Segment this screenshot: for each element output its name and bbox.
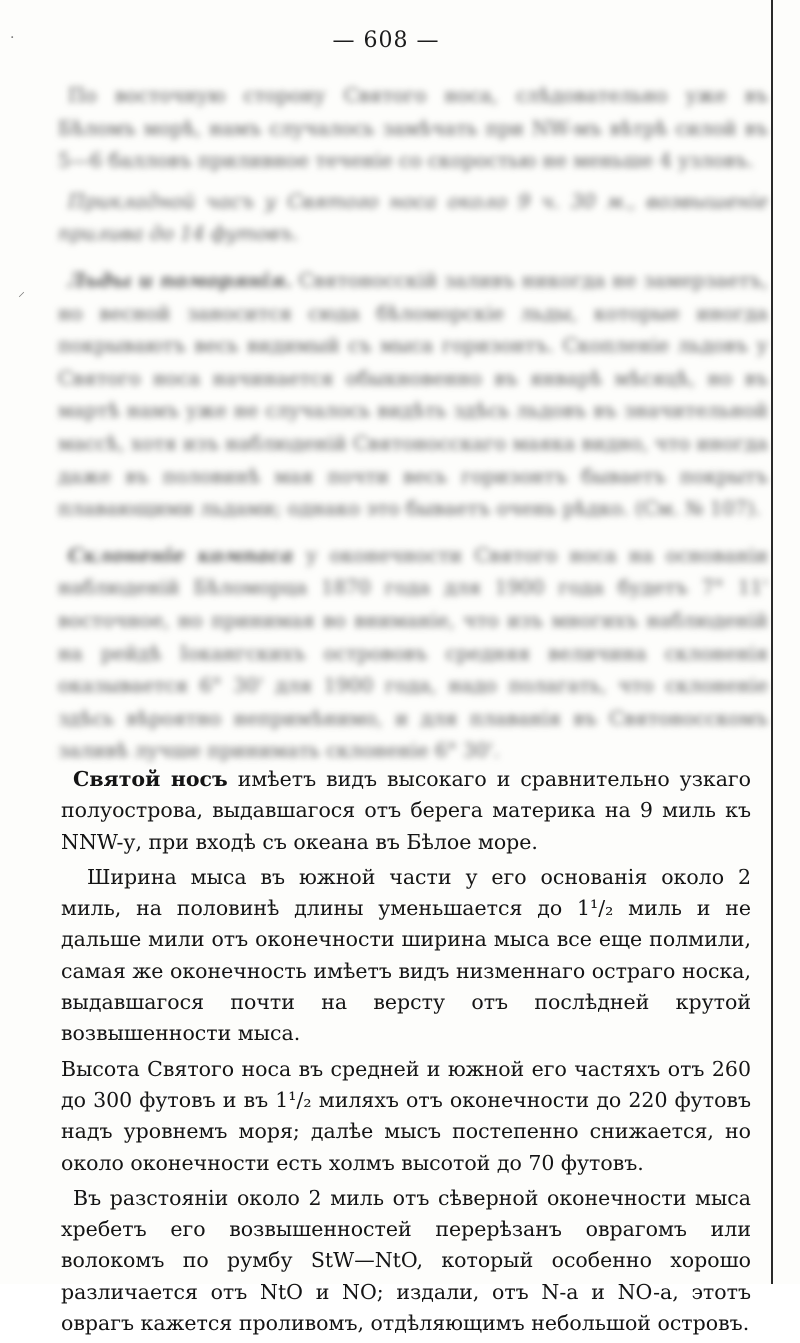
paragraph-body: у оконечности Святого носа на основаніи наблюденій Бѣломорца 1870 года для 1900 года будетъ 7° 11' восточное, но принимая во вниманіе, что изъ многихъ наблюденій на рейдѣ Іокангскихъ острововъ средняя величина склоненія оказывается 6° 30' для 1900 года, надо полагать, что склоненіе здѣсь вѣроятно непримѣнимо, и для плаванія въ Святоносскомъ заливѣ лучше принимать склоненіе 6° 30'.	[58, 543, 769, 763]
blurred-text-region	[58, 80, 768, 776]
section-heading: Льды и поморянія.	[68, 268, 292, 292]
paragraph	[58, 265, 768, 526]
page-edge-divider	[771, 0, 773, 1284]
scan-speck: ⸝	[18, 284, 25, 300]
paragraph: Прикладной часъ у Святого носа около 9 ч. 30 м., возвышеніе прилива до 14 футовъ.	[58, 189, 768, 246]
scan-speck: ·	[10, 30, 15, 46]
paragraph: По восточную сторону Святого носа, слѣдовательно уже въ Бѣломъ морѣ, намъ случалось замѣчать при NW-мъ вѣтрѣ силой въ 5—6 балловъ приливное теченіе со скоростью не меньше 4 узловъ.	[58, 84, 768, 173]
paragraph: Ширина мыса въ южной части у его основанія около 2 миль, на половинѣ длины уменьшается до 1¹/₂ миль и не дальше мили отъ оконечности ширина мыса все еще полмили, самая же оконечность имѣетъ видъ низменнаго остраго носка, выдавшагося почти на версту отъ послѣдней крутой возвышенности мыса.	[61, 864, 751, 1046]
section-heading: Склоненіе компаса	[68, 543, 294, 567]
cape-name-heading: Святой носъ	[73, 767, 228, 791]
paragraph: Высота Святого носа въ средней и южной его частяхъ отъ 260 до 300 футовъ и въ 1¹/₂ миляхъ отъ оконечности до 220 футовъ надъ уровнемъ моря; далѣе мысъ постепенно снижается, но около оконечности есть холмъ высотой до 70 футовъ.	[61, 1056, 751, 1175]
paragraph-body: Святоносскій заливъ никогда не замерзаетъ, но весной заносится сюда бѣломорскіе льды, которые иногда покрываютъ весь видимый съ мыса горизонтъ. Скопленіе льдовъ у Святого носа начинается обыкновенно въ январѣ мѣсяцѣ, но въ мартѣ намъ уже не случалось видѣть здѣсь льдовъ въ значительной массѣ, хотя изъ наблюденій Святоносскаго маяка видно, что иногда даже въ половинѣ мая почти весь горизонтъ бываетъ покрытъ плавающими льдами; однако это бываетъ очень рѣдко. (См. № 107).	[58, 268, 768, 521]
paragraph	[61, 764, 751, 858]
paragraph: Въ разстояніи около 2 миль отъ сѣверной оконечности мыса хребетъ его возвышенностей перерѣзанъ оврагомъ или волокомъ по румбу StW—NtO, который особенно хорошо различается отъ NtO и NO; издали, отъ N-а и NO-а, этотъ оврагъ кажется проливомъ, отдѣляющимъ небольшой островъ.	[61, 1185, 751, 1336]
readable-text-region	[61, 764, 751, 1343]
page-number: — 608 —	[332, 28, 440, 53]
paragraph-body: имѣетъ видъ высокаго и сравнительно узкаго полуострова, выдавшагося отъ берега материка на 9 миль къ NNW-у, при входѣ съ океана въ Бѣлое море.	[61, 767, 751, 854]
paragraph	[58, 540, 768, 768]
